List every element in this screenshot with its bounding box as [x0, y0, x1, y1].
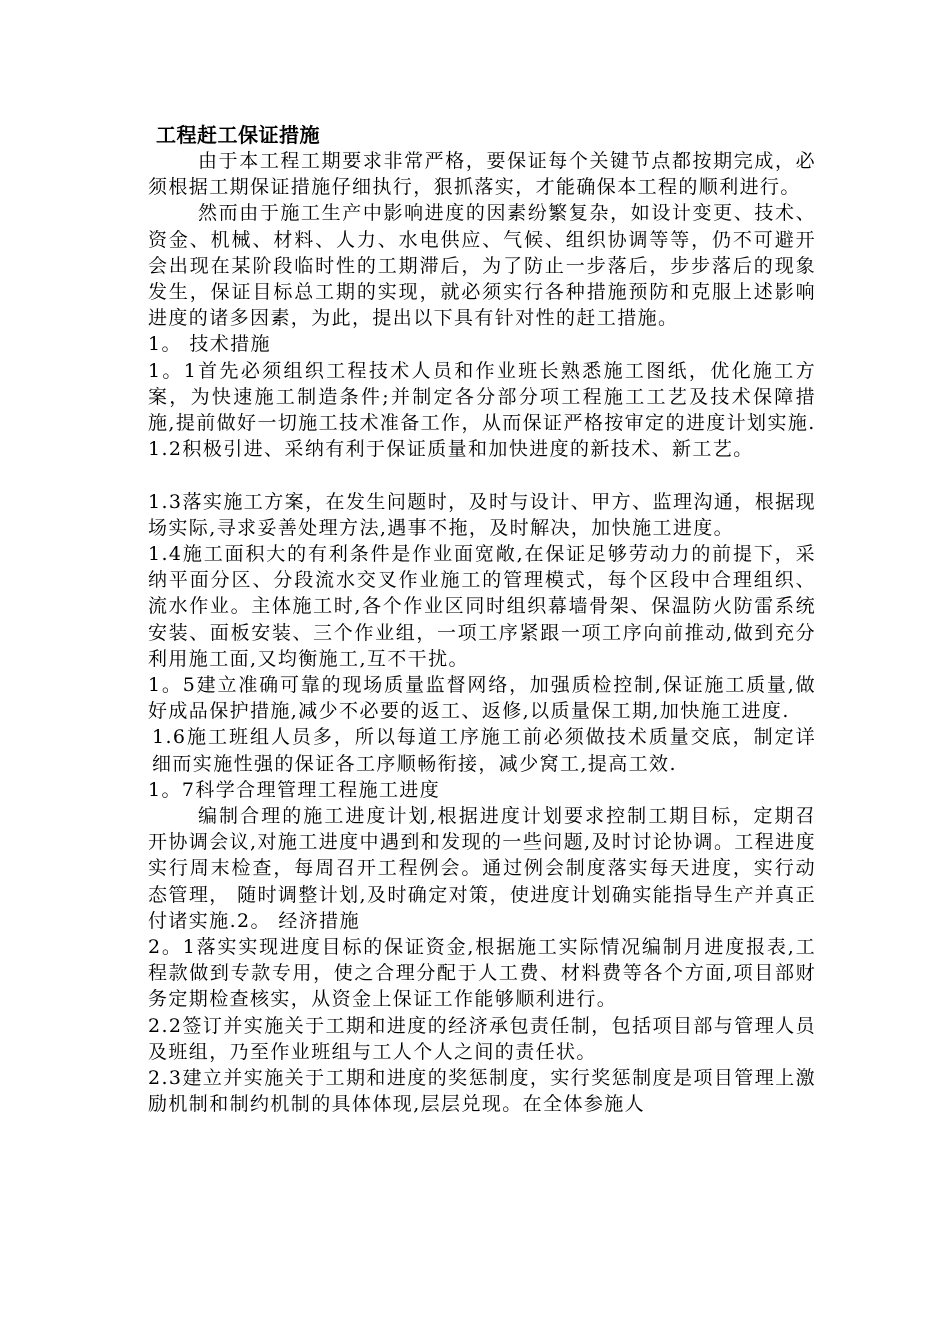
subheading-1-7: 1。7科学合理管理工程施工进度 [148, 778, 441, 801]
paragraph-2-3: 2.3建立并实施关于工期和进度的奖惩制度，实行奖惩制度是项目管理上激励机制和制约机制的具体体现,层层兑现。在全体参施人 [148, 1067, 816, 1116]
document-title: 工程赶工保证措施 [156, 123, 320, 147]
document-page [148, 122, 816, 1118]
blank-line [148, 462, 816, 488]
paragraph-1-1: 1。1首先必须组织工程技术人员和作业班长熟悉施工图纸，优化施工方案，为快速施工制造条件;并制定各分部分项工程施工工艺及技术保障措施,提前做好一切施工技术准备工作，从而保证严格按审定的进度计划实施. [148, 359, 816, 435]
paragraph-2-2: 2.2签订并实施关于工期和进度的经济承包责任制，包括项目部与管理人员及班组，乃至作业班组与工人个人之间的责任状。 [148, 1014, 816, 1063]
paragraph-1-4: 1.4施工面积大的有利条件是作业面宽敞,在保证足够劳动力的前提下，采纳平面分区、分段流水交叉作业施工的管理模式，每个区段中合理组织、流水作业。主体施工时,各个作业区同时组织幕墙骨架、保温防火防雷系统安装、面板安装、三个作业组，一项工序紧跟一项工序向前推动,做到充分利用施工面,又均衡施工,互不干扰。 [148, 543, 816, 670]
paragraph-1-3: 1.3落实施工方案，在发生问题时，及时与设计、甲方、监理沟通，根据现场实际,寻求妥善处理方法,遇事不拖，及时解决，加快施工进度。 [148, 490, 816, 539]
paragraph-background: 然而由于施工生产中影响进度的因素纷繁复杂，如设计变更、技术、资金、机械、材料、人力、水电供应、气候、组织协调等等，仍不可避开会出现在某阶段临时性的工期滞后，为了防止一步落后，步步落后的现象发生，保证目标总工期的实现，就必须实行各种措施预防和克服上述影响进度的诸多因素，为此，提出以下具有针对性的赶工措施。 [148, 202, 816, 330]
paragraph-schedule: 编制合理的施工进度计划,根据进度计划要求控制工期目标，定期召开协调会议,对施工进度中遇到和发现的一些问题,及时讨论协调。工程进度实行周末检查，每周召开工程例会。通过例会制度落实每天进度，实行动态管理， 随时调整计划,及时确定对策，使进度计划确实能指导生产并真正付诸实施.2。 经济措施 [148, 805, 816, 932]
paragraph-intro: 由于本工程工期要求非常严格，要保证每个关键节点都按期完成，必须根据工期保证措施仔细执行，狠抓落实，才能确保本工程的顺利进行。 [148, 150, 816, 199]
paragraph-2-1: 2。1落实实现进度目标的保证资金,根据施工实际情况编制月进度报表,工程款做到专款专用，使之合理分配于人工费、材料费等各个方面,项目部财务定期检查核实，从资金上保证工作能够顺利进行。 [148, 936, 816, 1011]
section-heading-technical: 1。 技术措施 [148, 333, 271, 356]
paragraph-1-5: 1。5建立准确可靠的现场质量监督网络，加强质检控制,保证施工质量,做好成品保护措施,减少不必要的返工、返修,以质量保工期,加快施工进度. [148, 674, 816, 723]
paragraph-1-2: 1.2积极引进、采纳有利于保证质量和加快进度的新技术、新工艺。 [148, 438, 754, 461]
paragraph-1-6: 1.6施工班组人员多，所以每道工序施工前必须做技术质量交底，制定详细而实施性强的保证各工序顺畅衔接，减少窝工,提高工效. [152, 726, 816, 775]
